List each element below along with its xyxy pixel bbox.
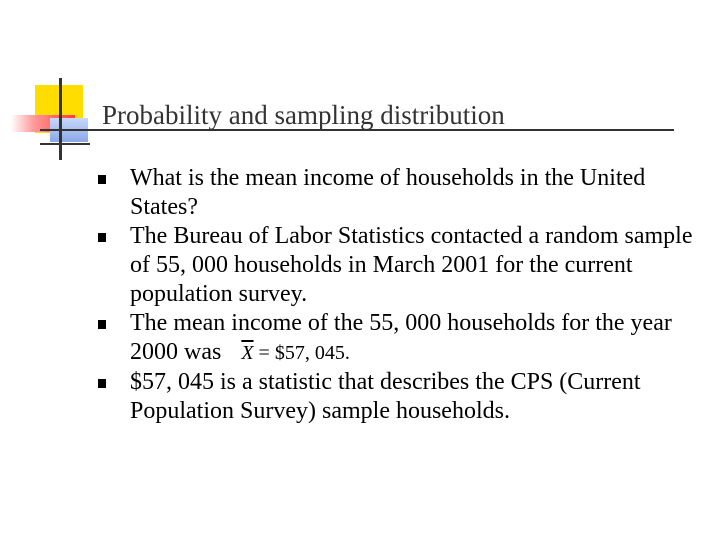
square-bullet-icon — [98, 320, 106, 329]
bullet-list — [98, 164, 698, 426]
square-bullet-icon — [98, 379, 106, 388]
x-bar-symbol: $\overline{X}$ — [241, 342, 254, 364]
bullet-item — [98, 309, 698, 368]
title-decoration-short-line — [40, 143, 90, 145]
square-bullet-icon — [98, 233, 106, 242]
bullet-item — [98, 164, 698, 222]
formula-value: = $57, 045. — [258, 342, 350, 364]
square-bullet-icon — [98, 175, 106, 184]
bullet-text: $57, 045 is a statistic that describes the CPS (Current Population Survey) sample households. — [130, 369, 641, 424]
bullet-item — [98, 222, 698, 309]
mean-formula — [241, 339, 350, 368]
bullet-text: The mean income of the 55, 000 households for the year 2000 was — [130, 310, 672, 365]
bullet-item — [98, 368, 698, 426]
slide-title: Probability and sampling distribution — [102, 100, 505, 130]
title-decoration-vertical-line — [59, 78, 62, 160]
bullet-text: The Bureau of Labor Statistics contacted a random sample of 55, 000 households in March 2001 for the current population survey. — [130, 223, 693, 307]
bullet-text: What is the mean income of households in the United States? — [130, 165, 646, 220]
